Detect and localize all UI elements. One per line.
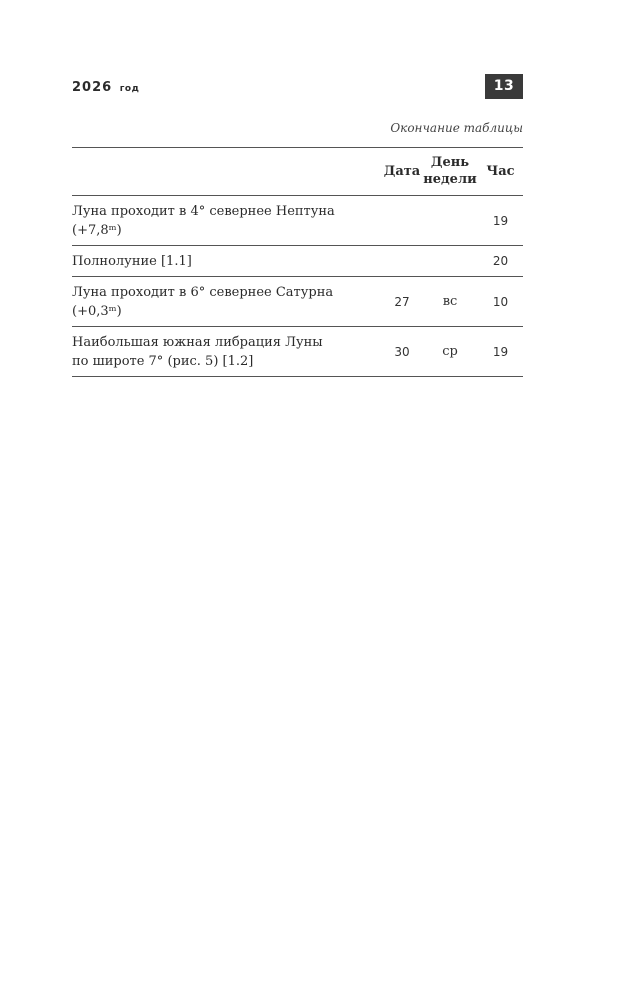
weekday-cell: ср: [442, 344, 458, 359]
table-caption: Окончание таблицы: [390, 121, 523, 135]
header-cell-date: Дата: [383, 163, 421, 179]
hour-cell: 20: [492, 254, 509, 268]
table-row: [72, 246, 523, 277]
event-text-line2: (+7,8ᵐ): [72, 223, 122, 238]
hour-cell: 19: [492, 344, 509, 359]
events-table-container: [72, 147, 523, 377]
running-head-year: [72, 80, 139, 95]
page-header: [72, 74, 523, 100]
events-table: [72, 147, 523, 377]
header-weekday-line1: День: [430, 155, 470, 170]
date-cell: [382, 196, 422, 246]
event-cell: [72, 196, 382, 246]
year-number: 2026: [72, 80, 113, 95]
event-text-line2: по широте 7° (рис. 5) [1.2]: [72, 354, 254, 369]
event-text-line1: Полнолуние [1.1]: [72, 254, 192, 269]
date-cell: 27: [394, 294, 410, 309]
date-cell: [382, 246, 422, 277]
hour-cell: 10: [492, 294, 509, 309]
header-cell-event: [72, 148, 382, 196]
page-number-badge: 13: [485, 74, 523, 99]
event-text-line1: Луна проходит в 6° севернее Сатурна: [72, 285, 334, 300]
table-header-row: [72, 148, 523, 196]
event-cell: [72, 277, 382, 327]
table-row: [72, 327, 523, 377]
event-cell: [72, 246, 382, 277]
header-cell-weekday: [422, 148, 478, 196]
hour-cell: 19: [492, 213, 509, 228]
table-row: [72, 196, 523, 246]
event-text-line2: (+0,3ᵐ): [72, 304, 122, 319]
weekday-cell: вс: [442, 294, 458, 309]
date-cell: 30: [394, 344, 410, 359]
event-text-line1: Наибольшая южная либрация Луны: [72, 335, 323, 350]
event-cell: [72, 327, 382, 377]
weekday-cell: [422, 196, 478, 246]
table-row: [72, 277, 523, 327]
year-suffix: год: [119, 84, 140, 94]
header-weekday-line2: недели: [423, 172, 477, 187]
header-cell-hour: Час: [486, 163, 515, 179]
weekday-cell: [422, 246, 478, 277]
event-text-line1: Луна проходит в 4° севернее Нептуна: [72, 204, 335, 219]
